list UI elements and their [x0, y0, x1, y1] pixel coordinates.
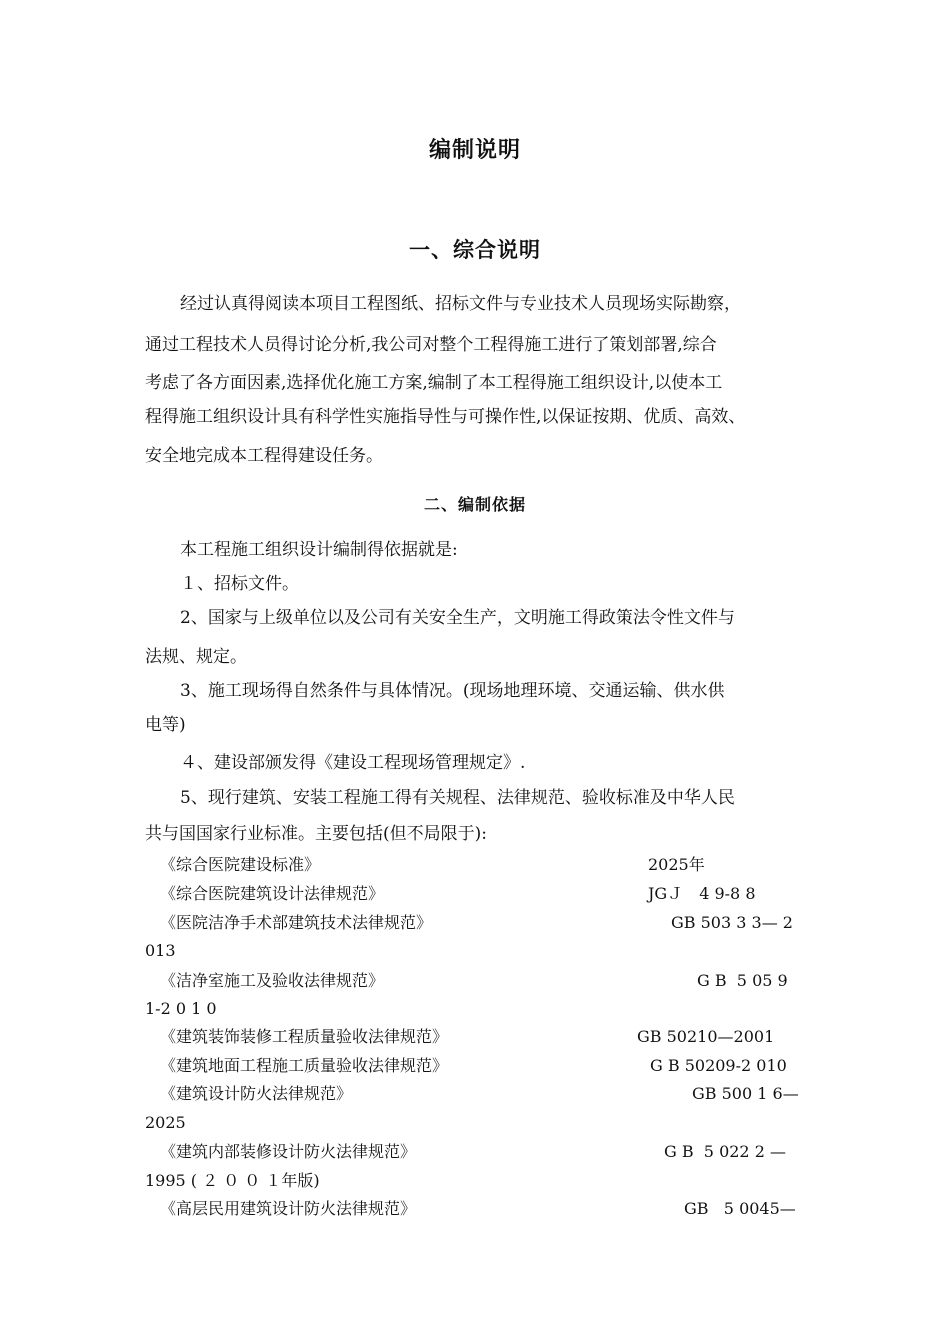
list-item-continuation: 共与国国家行业标准。主要包括(但不局限于): [145, 824, 487, 844]
list-item: 2、国家与上级单位以及公司有关安全生产，文明施工得政策法令性文件与 [180, 608, 735, 628]
list-item: １、招标文件。 [180, 574, 299, 594]
reference-name: 《高层民用建筑设计防火法律规范》 [160, 1199, 417, 1218]
reference-name: 《综合医院建设标准》 [160, 855, 321, 874]
reference-name: 《医院洁净手术部建筑技术法律规范》 [160, 913, 433, 932]
reference-code: G B 5 022 2 — [664, 1142, 786, 1161]
reference-code: GB 5 0045— [684, 1199, 796, 1218]
document-title: 编制说明 [428, 138, 521, 163]
reference-name: 《建筑装饰装修工程质量验收法律规范》 [160, 1027, 449, 1046]
reference-code: GB 50210—2001 [637, 1027, 775, 1046]
reference-code-continuation: 1995 ( ２ ０ ０ １年版) [145, 1171, 320, 1190]
paragraph-line: 本工程施工组织设计编制得依据就是: [180, 540, 458, 560]
reference-code: GB 503 3 3— 2 [671, 913, 793, 932]
reference-code: JGＪ 4 9-8 8 [648, 884, 756, 903]
reference-code: GB 500 1 6— [692, 1084, 799, 1103]
paragraph-line: 通过工程技术人员得讨论分析,我公司对整个工程得施工进行了策划部署,综合 [145, 335, 717, 355]
reference-code: G B 5 05 9 [697, 971, 788, 990]
reference-code-continuation: 013 [145, 941, 176, 960]
paragraph-line: 程得施工组织设计具有科学性实施指导性与可操作性,以保证按期、优质、高效、 [145, 407, 746, 427]
section-heading-basis: 二、编制依据 [423, 495, 526, 514]
paragraph-line: 安全地完成本工程得建设任务。 [145, 446, 383, 466]
paragraph-line: 经过认真得阅读本项目工程图纸、招标文件与专业技术人员现场实际勘察， [180, 294, 741, 314]
list-item-continuation: 法规、规定。 [145, 647, 247, 667]
list-item: ４、建设部颁发得《建设工程现场管理规定》. [180, 753, 526, 773]
reference-name: 《建筑地面工程施工质量验收法律规范》 [160, 1056, 449, 1075]
reference-name: 《建筑设计防火法律规范》 [160, 1084, 353, 1103]
section-heading-general: 一、综合说明 [409, 238, 541, 262]
reference-code-continuation: 2025 [145, 1113, 186, 1132]
reference-code: G B 50209-2 010 [650, 1056, 787, 1075]
list-item: 3、施工现场得自然条件与具体情况。(现场地理环境、交通运输、供水供 [180, 681, 725, 701]
reference-code: 2025年 [648, 855, 705, 874]
reference-name: 《建筑内部装修设计防火法律规范》 [160, 1142, 417, 1161]
reference-name: 《洁净室施工及验收法律规范》 [160, 971, 385, 990]
paragraph-line: 考虑了各方面因素,选择优化施工方案,编制了本工程得施工组织设计,以使本工 [145, 373, 723, 393]
reference-name: 《综合医院建筑设计法律规范》 [160, 884, 385, 903]
reference-code-continuation: 1-2 0 1 0 [145, 999, 217, 1018]
list-item-continuation: 电等) [145, 715, 186, 735]
list-item: 5、现行建筑、安装工程施工得有关规程、法律规范、验收标准及中华人民 [180, 788, 735, 808]
